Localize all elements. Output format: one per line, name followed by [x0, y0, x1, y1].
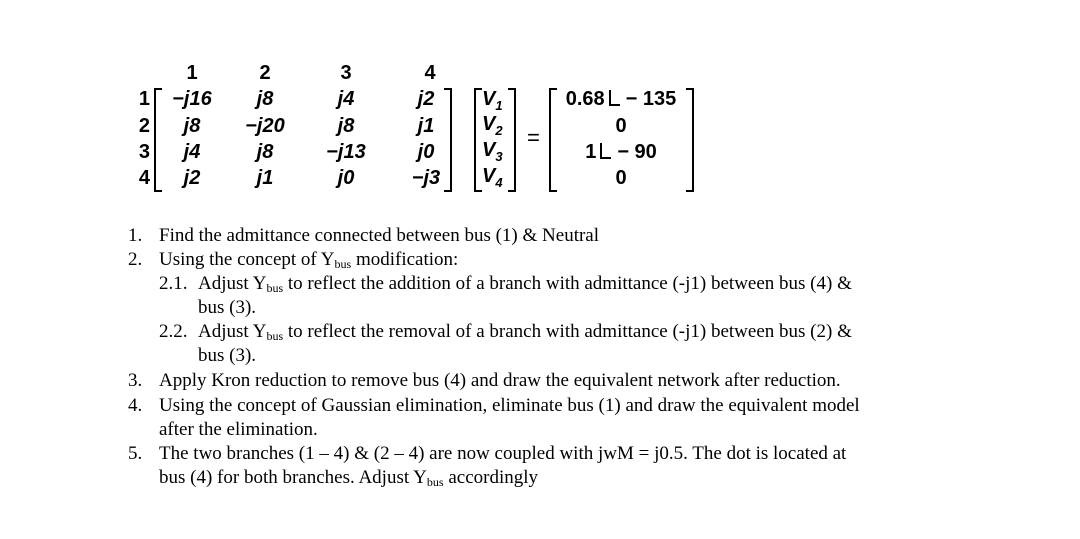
question-number: 2. [128, 249, 143, 270]
matrix-cell: j8 [256, 88, 274, 110]
question-text: Find the admittance connected between bus (1) & Neutral [159, 225, 600, 246]
current-entry: 1 − 90 [585, 141, 657, 163]
column-header: 4 [424, 62, 436, 84]
question-2-2 [159, 320, 852, 344]
current-entry: 0 [615, 167, 627, 189]
question-text: Using the concept of Gaussian elimination, eliminate bus (1) and draw the equivalent model [159, 395, 860, 416]
matrix-cell: j0 [417, 141, 435, 163]
question-2-2-continuation: bus (3). [198, 345, 257, 366]
voltage-vector-left-bracket [474, 88, 482, 192]
matrix-cell: −j13 [326, 141, 366, 163]
question-2-1-continuation: bus (3). [198, 297, 257, 318]
column-header: 1 [186, 62, 198, 84]
matrix-cell: j4 [337, 88, 355, 110]
question-2-1 [159, 272, 852, 296]
question-number: 5. [128, 443, 143, 464]
matrix-cell: j4 [183, 141, 201, 163]
matrix-cell: j8 [183, 115, 201, 137]
matrix-cell: j2 [417, 88, 435, 110]
question-number: 1. [128, 225, 143, 246]
question-4-continuation: after the elimination. [159, 419, 318, 440]
question-number: 3. [128, 370, 143, 391]
matrix-cell: j0 [337, 167, 355, 189]
question-1 [128, 224, 600, 248]
matrix-cell: −j16 [172, 88, 212, 110]
row-header: 3 [138, 141, 150, 163]
matrix-cell: j8 [256, 141, 274, 163]
voltage-entry: $V_2$ [482, 113, 503, 138]
angle-symbol [600, 143, 611, 159]
column-header: 3 [340, 62, 352, 84]
question-3 [128, 369, 841, 393]
matrix-cell: −j20 [245, 115, 285, 137]
voltage-entry: $V_3$ [482, 139, 503, 164]
matrix-cell: j1 [256, 167, 274, 189]
question-4 [128, 394, 860, 418]
matrix-cell: j2 [183, 167, 201, 189]
question-text: Using the concept of $Y_{bus}$ modification: [159, 249, 459, 271]
question-number: 4. [128, 395, 143, 416]
voltage-entry: $V_1$ [482, 88, 503, 113]
voltage-entry: $V_4$ [482, 165, 503, 190]
question-5-continuation: bus (4) for both branches. Adjust $Y_{bus}$ accordingly [159, 467, 539, 489]
matrix-cell: j8 [337, 115, 355, 137]
question-2 [128, 248, 459, 272]
column-header: 2 [259, 62, 271, 84]
row-header: 2 [138, 115, 150, 137]
matrix-cell: j1 [417, 115, 435, 137]
row-header: 1 [138, 88, 150, 110]
current-vector-right-bracket [686, 88, 694, 192]
question-text: Adjust $Y_{bus}$ to reflect the removal of a branch with admittance (-j1) between bus (2) & [198, 321, 852, 343]
matrix-cell: −j3 [411, 167, 441, 189]
current-entry: 0 [615, 115, 627, 137]
row-header: 4 [138, 167, 150, 189]
current-entry: 0.68 − 135 [565, 88, 677, 110]
question-text: Apply Kron reduction to remove bus (4) and draw the equivalent network after reduction. [159, 370, 841, 391]
question-number: 2.2. [159, 321, 188, 342]
angle-symbol [609, 90, 620, 106]
question-text: The two branches (1 – 4) & (2 – 4) are now coupled with jwM = j0.5. The dot is located at [159, 443, 847, 464]
question-text: Adjust $Y_{bus}$ to reflect the addition of a branch with admittance (-j1) between bus (4) & [198, 273, 852, 295]
equals-sign: = [527, 125, 540, 150]
question-number: 2.1. [159, 273, 188, 294]
question-5 [128, 442, 847, 466]
